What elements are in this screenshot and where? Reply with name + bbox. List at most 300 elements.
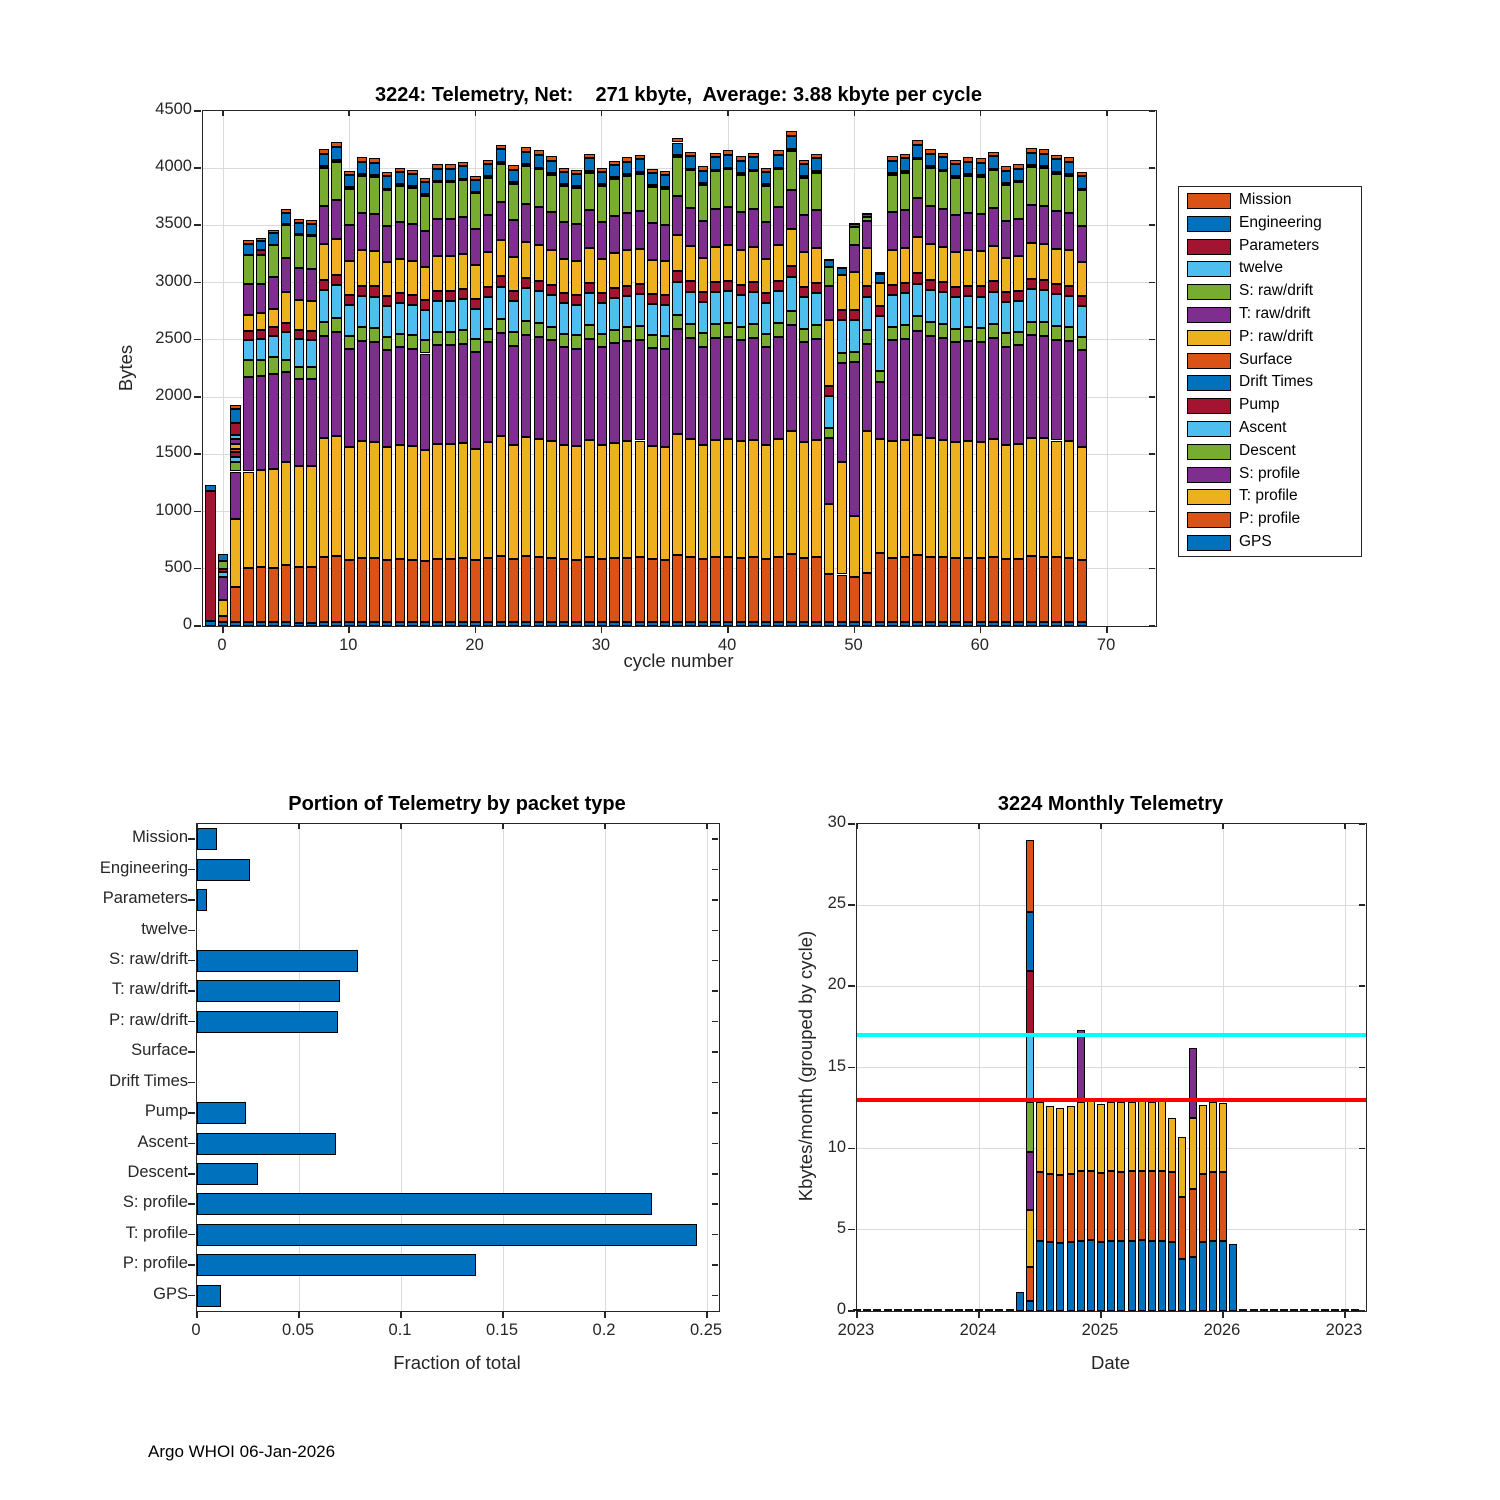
bar-segment-gps bbox=[761, 622, 772, 626]
bar-segment-pump bbox=[875, 306, 886, 316]
bar-segment-t--profile bbox=[458, 443, 469, 558]
bar-segment-pump bbox=[268, 327, 279, 336]
bar-segment-t--profile bbox=[710, 440, 721, 558]
bar-segment-t--profile bbox=[811, 440, 822, 557]
bar-segment-t--profile bbox=[925, 438, 936, 556]
bar-segment-engineering bbox=[230, 409, 241, 424]
bar-segment-ascent bbox=[306, 340, 317, 367]
monthly-bar-segment-orange bbox=[1097, 1173, 1105, 1242]
bar-segment-descent bbox=[496, 319, 507, 333]
bar-segment-descent bbox=[1077, 337, 1088, 350]
bar-segment-parameters bbox=[1026, 165, 1037, 167]
bar-segment-pump bbox=[483, 287, 494, 297]
bar-segment-ascent bbox=[988, 292, 999, 324]
y-tick-mark bbox=[848, 1148, 855, 1150]
bar-segment-gps bbox=[432, 622, 443, 626]
legend-swatch bbox=[1187, 284, 1231, 300]
bar-segment-p--profile bbox=[331, 556, 342, 622]
zero-month-dash bbox=[1290, 1309, 1298, 1311]
bar-segment-gps bbox=[281, 622, 292, 626]
bar-segment-t--profile bbox=[635, 441, 646, 558]
bar-segment-gps bbox=[243, 622, 254, 626]
legend-item-t--profile bbox=[1179, 486, 1361, 509]
bar-segment-descent bbox=[369, 328, 380, 342]
bar-segment-gps bbox=[407, 622, 418, 626]
monthly-bar-segment-blue bbox=[1097, 1242, 1105, 1311]
bar-segment-t--raw-drift bbox=[672, 196, 683, 235]
bar-s--raw-drift bbox=[197, 950, 358, 972]
monthly-bar-segment-yellow bbox=[1128, 1102, 1136, 1172]
bar-segment-descent bbox=[597, 334, 608, 347]
bar-segment-ascent bbox=[660, 305, 671, 336]
bar-segment-t--profile bbox=[685, 439, 696, 557]
legend-label: Drift Times bbox=[1239, 373, 1314, 391]
bar-segment-p--raw-drift bbox=[344, 261, 355, 295]
monthly-bar-segment-yellow bbox=[1097, 1104, 1105, 1173]
bar-segment-pump bbox=[1039, 280, 1050, 290]
bar-segment-s--profile bbox=[319, 336, 330, 438]
bar-segment-ascent bbox=[622, 296, 633, 328]
bar-segment-gps bbox=[483, 622, 494, 626]
bar-segment-mission bbox=[508, 165, 519, 169]
bar-segment-p--raw-drift bbox=[925, 244, 936, 280]
y-tick-label: 1500 bbox=[155, 443, 192, 462]
portion-chart-plot-area bbox=[196, 823, 720, 1312]
monthly-bar-segment-yellow bbox=[1117, 1102, 1125, 1172]
bar-segment-parameters bbox=[584, 171, 595, 173]
bar-segment-mission bbox=[420, 178, 431, 182]
bar-segment-p--raw-drift bbox=[470, 265, 481, 299]
bar-segment-p--profile bbox=[736, 558, 747, 622]
bar-segment-ascent bbox=[647, 304, 658, 335]
bar-segment-pump bbox=[243, 331, 254, 340]
bar-segment-descent bbox=[357, 327, 368, 341]
monthly-bar-segment-yellow bbox=[1056, 1108, 1064, 1175]
bar-segment-ascent bbox=[369, 297, 380, 329]
bar-segment-p--profile bbox=[306, 567, 317, 623]
bar-segment-p--raw-drift bbox=[597, 259, 608, 293]
bar-segment-engineering bbox=[306, 224, 317, 235]
bar-segment-s--profile bbox=[268, 374, 279, 469]
bar-segment-s--profile bbox=[1013, 345, 1024, 444]
bar-segment-gps bbox=[445, 622, 456, 626]
bar-segment-s--raw-drift bbox=[900, 173, 911, 211]
bar-segment-t--raw-drift bbox=[887, 212, 898, 249]
bar-segment-s--profile bbox=[748, 338, 759, 439]
bar-segment-mission bbox=[837, 267, 848, 269]
h-grid-line bbox=[857, 905, 1366, 906]
monthly-bar-segment-purple bbox=[1026, 1152, 1034, 1210]
bar-segment-t--profile bbox=[508, 445, 519, 559]
bar-segment-ascent bbox=[331, 285, 342, 318]
bar-segment-t--raw-drift bbox=[382, 226, 393, 262]
bar-segment-t--profile bbox=[824, 504, 835, 574]
bar-segment-pump bbox=[369, 286, 380, 296]
bar-segment-gps bbox=[963, 622, 974, 626]
bar-segment-t--profile bbox=[357, 441, 368, 557]
bar-segment-s--raw-drift bbox=[395, 186, 406, 222]
zero-month-dash bbox=[955, 1309, 963, 1311]
bar-segment-pump bbox=[609, 288, 620, 298]
legend-swatch bbox=[1187, 353, 1231, 369]
x-tick-mark bbox=[604, 1311, 606, 1318]
bar-segment-p--raw-drift bbox=[622, 250, 633, 285]
legend-swatch bbox=[1187, 239, 1231, 255]
bar-segment-parameters bbox=[799, 176, 810, 178]
bar-segment-s--profile bbox=[786, 325, 797, 431]
bar-segment-s--raw-drift bbox=[357, 176, 368, 213]
bar-segment-t--raw-drift bbox=[710, 209, 721, 247]
bar-segment-pump bbox=[508, 291, 519, 301]
y-tick-mark-mirror bbox=[1149, 396, 1155, 398]
bar-segment-p--raw-drift bbox=[988, 246, 999, 281]
bar-segment-p--profile bbox=[710, 557, 721, 622]
bar-segment-s--profile bbox=[672, 329, 683, 434]
bar-segment-pump bbox=[1026, 279, 1037, 289]
bar-segment-p--profile bbox=[243, 568, 254, 622]
y-tick-mark bbox=[194, 396, 201, 398]
zero-month-dash bbox=[873, 1309, 881, 1311]
bar-segment-parameters bbox=[950, 176, 961, 178]
y-tick-mark bbox=[194, 453, 201, 455]
monthly-chart-plot-area bbox=[856, 823, 1367, 1312]
bar-segment-engineering bbox=[773, 155, 784, 168]
bar-segment-p--profile bbox=[799, 558, 810, 622]
bar-segment-descent bbox=[344, 336, 355, 349]
bar-segment-t--raw-drift bbox=[824, 286, 835, 320]
bar-segment-mission bbox=[534, 150, 545, 155]
bar-segment-pump bbox=[647, 294, 658, 304]
bar-segment-ascent bbox=[571, 305, 582, 336]
monthly-bar-segment-yellow bbox=[1067, 1106, 1075, 1173]
bar-segment-p--profile bbox=[647, 559, 658, 622]
y-tick-mark-mirror bbox=[712, 1143, 718, 1145]
bar-segment-p--profile bbox=[546, 558, 557, 622]
reference-line-cyan bbox=[857, 1033, 1366, 1037]
bar-segment-pump bbox=[571, 295, 582, 305]
bar-segment-ascent bbox=[761, 303, 772, 334]
bar-segment-engineering bbox=[407, 174, 418, 186]
bar-segment-s--raw-drift bbox=[559, 186, 570, 222]
bar-segment-parameters bbox=[672, 155, 683, 157]
y-tick-mark-mirror bbox=[1359, 1148, 1365, 1150]
bar-segment-engineering bbox=[824, 260, 835, 267]
zero-month-dash bbox=[1351, 1309, 1359, 1311]
bar-segment-engineering bbox=[521, 152, 532, 165]
bar-segment-ascent bbox=[799, 297, 810, 329]
legend-swatch bbox=[1187, 512, 1231, 528]
bar-segment-s--profile bbox=[799, 342, 810, 442]
bar-segment-t--profile bbox=[382, 447, 393, 560]
v-grid-line bbox=[1107, 111, 1108, 626]
bar-segment-gps bbox=[571, 622, 582, 626]
bar-segment-descent bbox=[609, 330, 620, 344]
bar-segment-pump bbox=[306, 331, 317, 340]
bar-segment-descent bbox=[963, 327, 974, 341]
bar-segment-p--raw-drift bbox=[837, 275, 848, 309]
bar-segment-ascent bbox=[900, 293, 911, 325]
bar-segment-p--raw-drift bbox=[912, 237, 923, 273]
legend-item-drift-times bbox=[1179, 372, 1361, 395]
bar-segment-t--profile bbox=[609, 443, 620, 559]
y-tick-mark-mirror bbox=[1149, 167, 1155, 169]
monthly-bar-segment-yellow bbox=[1087, 1100, 1095, 1171]
bar-segment-drift-times bbox=[205, 485, 216, 491]
bar-segment-ascent bbox=[887, 295, 898, 327]
bar-segment-engineering bbox=[900, 158, 911, 171]
bar-segment-s--profile bbox=[912, 331, 923, 435]
bar-segment-t--profile bbox=[344, 447, 355, 560]
bar-segment-pump bbox=[799, 287, 810, 297]
x-tick-label: 2024 bbox=[959, 1321, 997, 1339]
monthly-bar-segment-orange bbox=[1189, 1189, 1197, 1257]
bar-segment-gps bbox=[672, 622, 683, 626]
bar-p--profile bbox=[197, 1254, 476, 1276]
x-tick-mark bbox=[601, 626, 603, 633]
bar-segment-ascent bbox=[685, 292, 696, 324]
bar-segment-ascent bbox=[635, 294, 646, 326]
y-tick-mark bbox=[848, 1067, 855, 1069]
bar-segment-p--profile bbox=[432, 559, 443, 622]
bar-segment-p--raw-drift bbox=[306, 301, 317, 331]
y-tick-mark bbox=[848, 904, 855, 906]
bar-segment-gps bbox=[357, 622, 368, 626]
bar-segment-s--raw-drift bbox=[218, 561, 229, 569]
bar-segment-s--profile bbox=[521, 335, 532, 438]
bar-segment-s--raw-drift bbox=[382, 190, 393, 226]
bar-segment-t--raw-drift bbox=[521, 204, 532, 242]
bar-segment-t--raw-drift bbox=[761, 222, 772, 258]
bar-segment-p--raw-drift bbox=[647, 260, 658, 294]
bar-segment-t--raw-drift bbox=[647, 223, 658, 259]
zero-month-dash bbox=[884, 1309, 892, 1311]
bar-segment-s--profile bbox=[736, 340, 747, 441]
y-tick-mark bbox=[194, 282, 201, 284]
bar-segment-engineering bbox=[647, 173, 658, 185]
bar-segment-p--profile bbox=[723, 557, 734, 622]
bar-segment-t--profile bbox=[786, 431, 797, 554]
bar-segment-gps bbox=[736, 622, 747, 626]
x-tick-mark-mirror bbox=[1344, 823, 1346, 829]
monthly-bar-segment-purple bbox=[1077, 1030, 1085, 1101]
bar-segment-parameters bbox=[723, 168, 734, 170]
bar-segment-mission bbox=[609, 161, 620, 165]
bar-segment-descent bbox=[470, 339, 481, 352]
bar-segment-parameters bbox=[521, 164, 532, 166]
bar-segment-s--profile bbox=[407, 349, 418, 447]
y-tick-label: 0 bbox=[836, 1300, 846, 1318]
bar-segment-engineering bbox=[837, 268, 848, 275]
bar-segment-pump bbox=[710, 282, 721, 292]
bar-segment-ascent bbox=[407, 305, 418, 336]
zero-month-dash bbox=[1311, 1309, 1319, 1311]
bar-segment-s--profile bbox=[243, 377, 254, 472]
bar-segment-pump bbox=[382, 296, 393, 306]
bar-segment-t--profile bbox=[799, 442, 810, 558]
bar-segment-pump bbox=[963, 286, 974, 296]
bar-descent bbox=[197, 1163, 258, 1185]
bar-segment-engineering bbox=[508, 170, 519, 182]
bar-segment-parameters bbox=[988, 169, 999, 171]
monthly-bar-segment-blue bbox=[1036, 1241, 1044, 1311]
bar-segment-p--raw-drift bbox=[281, 292, 292, 323]
bar-segment-ascent bbox=[395, 303, 406, 334]
bar-segment-engineering bbox=[698, 171, 709, 183]
legend-label: S: profile bbox=[1239, 464, 1301, 482]
bar-segment-p--profile bbox=[748, 557, 759, 622]
bar-segment-ascent bbox=[382, 306, 393, 337]
bar-segment-p--raw-drift bbox=[685, 246, 696, 281]
bar-segment-t--profile bbox=[559, 445, 570, 559]
bar-segment-gps bbox=[685, 622, 696, 626]
bar-segment-engineering bbox=[950, 164, 961, 176]
bar-pump bbox=[197, 1102, 246, 1124]
bar-segment-ascent bbox=[584, 293, 595, 325]
bar-segment-t--raw-drift bbox=[369, 214, 380, 251]
bar-segment-s--profile bbox=[824, 438, 835, 503]
bar-segment-descent bbox=[710, 324, 721, 338]
legend-swatch bbox=[1187, 330, 1231, 346]
legend-item-engineering bbox=[1179, 213, 1361, 236]
bar-segment-pump bbox=[900, 283, 911, 293]
v-grid-line bbox=[707, 824, 708, 1311]
bar-segment-mission bbox=[647, 169, 658, 173]
bar-segment-gps bbox=[912, 622, 923, 626]
x-tick-mark-mirror bbox=[196, 823, 198, 829]
bar-segment-t--profile bbox=[306, 466, 317, 567]
bar-segment-t--profile bbox=[672, 434, 683, 555]
bar-segment-s--raw-drift bbox=[660, 189, 671, 225]
zero-month-dash bbox=[894, 1309, 902, 1311]
bar-segment-engineering bbox=[875, 274, 886, 283]
bar-segment-engineering bbox=[660, 175, 671, 187]
bar-segment-p--profile bbox=[1026, 556, 1037, 622]
bar-segment-engineering bbox=[344, 175, 355, 187]
bar-segment-p--raw-drift bbox=[609, 253, 620, 288]
bar-segment-s--raw-drift bbox=[799, 178, 810, 215]
y-tick-mark bbox=[188, 869, 195, 871]
bar-segment-ascent bbox=[609, 298, 620, 329]
bar-segment-s--profile bbox=[710, 338, 721, 439]
bar-segment-p--profile bbox=[1001, 559, 1012, 622]
monthly-bar-segment-orange bbox=[1158, 1171, 1166, 1241]
category-label: P: profile bbox=[122, 1254, 188, 1273]
bar-segment-p--profile bbox=[862, 573, 873, 622]
bar-segment-descent bbox=[811, 325, 822, 339]
bar-segment-gps bbox=[1064, 622, 1075, 626]
bar-segment-descent bbox=[685, 324, 696, 338]
v-grid-line bbox=[979, 824, 980, 1311]
bar-segment-engineering bbox=[786, 136, 797, 149]
bar-segment-s--raw-drift bbox=[1039, 168, 1050, 206]
bar-segment-t--raw-drift bbox=[534, 207, 545, 245]
bar-segment-gps bbox=[319, 622, 330, 626]
bar-segment-t--profile bbox=[534, 439, 545, 557]
bar-segment-descent bbox=[256, 360, 267, 376]
bar-segment-mission bbox=[319, 149, 330, 154]
bar-segment-mission bbox=[1039, 149, 1050, 154]
bar-segment-pump bbox=[988, 281, 999, 291]
legend-item-t--raw-drift bbox=[1179, 304, 1361, 327]
bar-segment-pump bbox=[256, 330, 267, 339]
bar-segment-t--raw-drift bbox=[319, 206, 330, 244]
bar-segment-p--profile bbox=[382, 560, 393, 622]
bar-segment-t--raw-drift bbox=[635, 211, 646, 248]
x-tick-mark-mirror bbox=[298, 823, 300, 829]
bar-segment-p--raw-drift bbox=[1039, 244, 1050, 280]
bar-segment-t--profile bbox=[1026, 438, 1037, 557]
bar-segment-p--profile bbox=[559, 559, 570, 622]
bar-segment-ascent bbox=[496, 287, 507, 320]
bar-segment-p--profile bbox=[344, 560, 355, 622]
bar-segment-ascent bbox=[256, 339, 267, 360]
bar-segment-t--raw-drift bbox=[1077, 226, 1088, 262]
bar-segment-ascent bbox=[243, 340, 254, 361]
bar-segment-t--profile bbox=[963, 441, 974, 557]
bar-segment-s--raw-drift bbox=[344, 189, 355, 225]
bar-segment-p--raw-drift bbox=[698, 258, 709, 292]
y-tick-mark bbox=[194, 339, 201, 341]
bar-segment-pump bbox=[773, 281, 784, 291]
bar-segment-p--raw-drift bbox=[243, 315, 254, 331]
bar-segment-gps bbox=[508, 622, 519, 626]
bar-segment-t--raw-drift bbox=[559, 222, 570, 258]
bar-segment-s--profile bbox=[887, 340, 898, 441]
bar-segment-gps bbox=[294, 623, 305, 626]
bar-segment-descent bbox=[268, 357, 279, 374]
bar-segment-s--raw-drift bbox=[534, 169, 545, 207]
bar-segment-pump bbox=[748, 282, 759, 292]
bar-segment-s--profile bbox=[546, 340, 557, 441]
legend-label: GPS bbox=[1239, 533, 1272, 550]
bar-segment-s--profile bbox=[660, 349, 671, 446]
x-tick-mark bbox=[854, 626, 856, 633]
bar-segment-descent bbox=[837, 353, 848, 363]
bar-segment-t--profile bbox=[1039, 438, 1050, 556]
monthly-bar-segment-yellow bbox=[1138, 1100, 1146, 1171]
bar-segment-descent bbox=[508, 332, 519, 345]
bar-segment-gps bbox=[559, 622, 570, 626]
bar-segment-s--raw-drift bbox=[281, 225, 292, 258]
bar-segment-pump bbox=[1077, 296, 1088, 306]
bar-segment-descent bbox=[1026, 322, 1037, 336]
bar-segment-descent bbox=[875, 371, 886, 381]
bar-segment-mission bbox=[382, 172, 393, 176]
y-tick-mark-mirror bbox=[1359, 1067, 1365, 1069]
bar-segment-s--raw-drift bbox=[647, 187, 658, 223]
bar-segment-t--profile bbox=[407, 446, 418, 559]
bar-segment-gps bbox=[635, 622, 646, 626]
bar-segment-engineering bbox=[281, 213, 292, 224]
monthly-bar-segment-blue bbox=[1107, 1241, 1115, 1311]
bar-segment-engineering bbox=[938, 157, 949, 170]
x-tick-mark-mirror bbox=[475, 110, 477, 116]
bar-segment-p--raw-drift bbox=[432, 256, 443, 291]
bar-p--raw-drift bbox=[197, 1011, 338, 1033]
bar-segment-ascent bbox=[925, 290, 936, 322]
y-tick-mark-mirror bbox=[1149, 453, 1155, 455]
bar-segment-t--raw-drift bbox=[508, 220, 519, 257]
bar-segment-parameters bbox=[445, 181, 456, 183]
bar-segment-t--profile bbox=[736, 441, 747, 558]
bar-segment-p--profile bbox=[887, 558, 898, 622]
bar-segment-gps bbox=[862, 622, 873, 626]
bar-segment-t--profile bbox=[331, 436, 342, 556]
bar-segment-mission bbox=[786, 131, 797, 136]
monthly-bar-segment-blue bbox=[1026, 912, 1034, 970]
bar-segment-s--profile bbox=[470, 352, 481, 448]
y-tick-mark-mirror bbox=[1359, 1310, 1365, 1312]
